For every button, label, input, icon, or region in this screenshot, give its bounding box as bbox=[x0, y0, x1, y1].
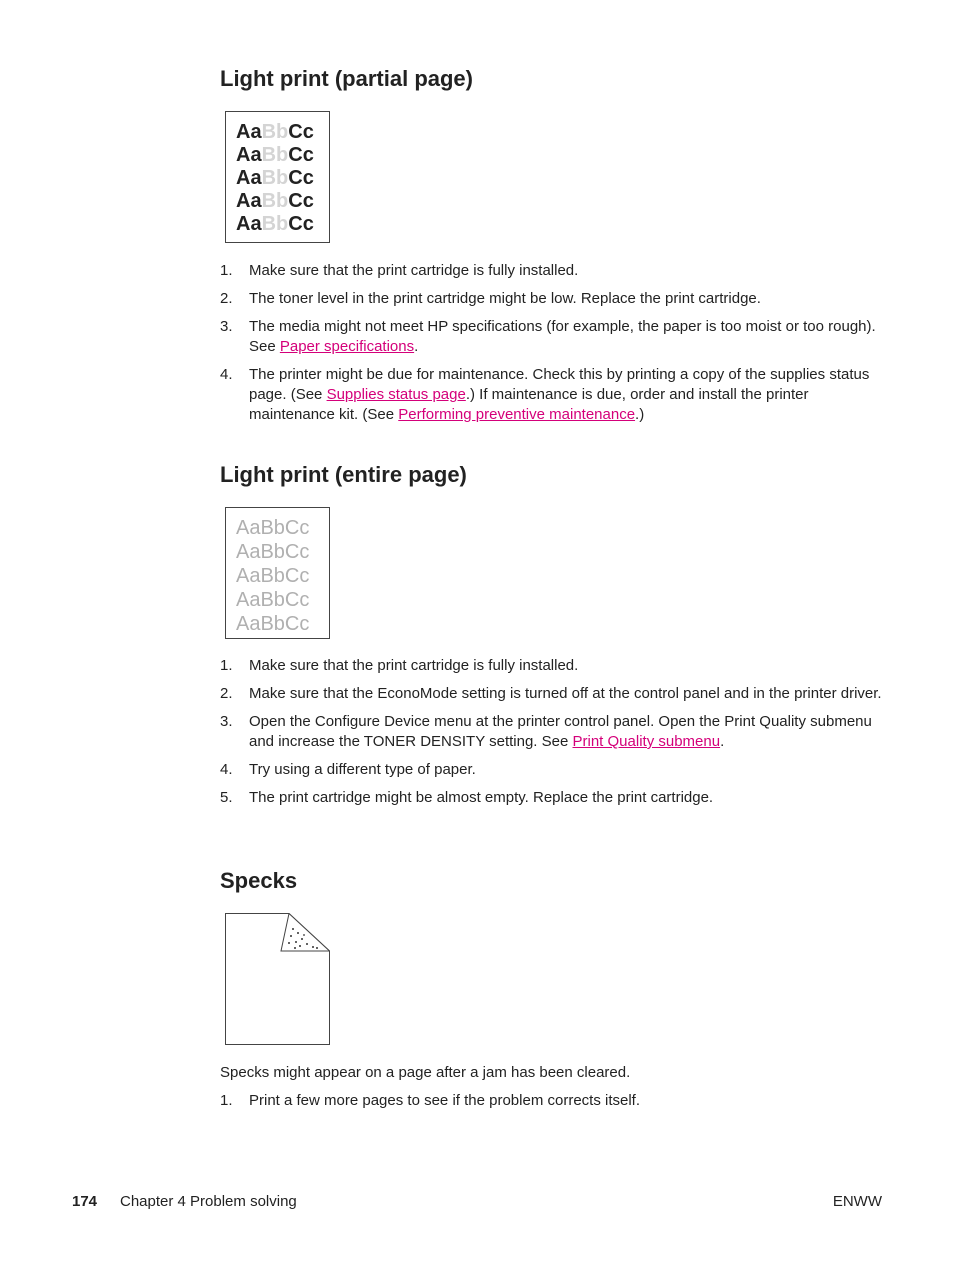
heading-specks: Specks bbox=[220, 868, 298, 893]
sample-row: AaBbCc bbox=[236, 589, 310, 611]
heading-light-print-partial: Light print (partial page) bbox=[220, 66, 473, 91]
list-item: 4. Try using a different type of paper. bbox=[220, 761, 476, 778]
folded-corner-with-specks bbox=[225, 913, 330, 1045]
sample-row: AaBbCc bbox=[236, 190, 314, 212]
specks-intro: Specks might appear on a page after a jam has been cleared. bbox=[220, 1064, 631, 1081]
sample-row: AaBbCc bbox=[236, 541, 310, 563]
sample-partial-page bbox=[225, 111, 330, 243]
sample-entire-page bbox=[225, 507, 330, 639]
list-item: 5. The print cartridge might be almost empty. Replace the print cartridge. bbox=[220, 789, 714, 806]
page-number: 174 bbox=[72, 1193, 98, 1210]
list-item: 1. Make sure that the print cartridge is fully installed. bbox=[220, 657, 579, 674]
sample-row: AaBbCc bbox=[236, 213, 314, 235]
steps-list-specks bbox=[220, 1091, 882, 1119]
chapter-title: Chapter 4 Problem solving bbox=[120, 1193, 297, 1210]
sample-row: AaBbCc bbox=[236, 565, 310, 587]
steps-list-partial bbox=[220, 261, 882, 433]
list-item: 1. Make sure that the print cartridge is fully installed. bbox=[220, 262, 579, 279]
page-footer bbox=[72, 1192, 882, 1212]
heading-light-print-entire: Light print (entire page) bbox=[220, 462, 467, 487]
sample-row: AaBbCc bbox=[236, 517, 310, 539]
link-performing-preventive-maintenance[interactable]: Performing preventive maintenance bbox=[398, 406, 636, 423]
list-item: 2. Make sure that the EconoMode setting is turned off at the control panel and in the printer driver. bbox=[220, 685, 882, 702]
list-item: 3. The media might not meet HP specifications (for example, the paper is too moist or too rough). See Paper specifications. bbox=[220, 318, 876, 355]
link-paper-specifications[interactable]: Paper specifications bbox=[279, 338, 415, 355]
sample-row: AaBbCc bbox=[236, 167, 314, 189]
sample-row: AaBbCc bbox=[236, 121, 314, 143]
list-item: 2. The toner level in the print cartridge might be low. Replace the print cartridge. bbox=[220, 290, 761, 307]
list-item: 1. Print a few more pages to see if the problem corrects itself. bbox=[220, 1092, 641, 1109]
list-item: 4. The printer might be due for maintenance. Check this by printing a copy of the supplies status page. (See Supplies status page.) If maintenance is due, order and install the printer maintenance kit. (See Performing preventive maintenance.) bbox=[220, 366, 870, 423]
sample-row: AaBbCc bbox=[236, 144, 314, 166]
link-print-quality-submenu[interactable]: Print Quality submenu bbox=[572, 733, 721, 750]
link-supplies-status-page[interactable]: Supplies status page bbox=[326, 386, 466, 403]
steps-list-entire bbox=[220, 656, 882, 816]
sample-row: AaBbCc bbox=[236, 613, 310, 635]
sample-specks-page bbox=[225, 913, 330, 1045]
list-item: 3. Open the Configure Device menu at the printer control panel. Open the Print Quality submenu and increase the TONER DENSITY setting. See Print Quality submenu. bbox=[220, 713, 872, 750]
document-code: ENWW bbox=[832, 1193, 882, 1210]
